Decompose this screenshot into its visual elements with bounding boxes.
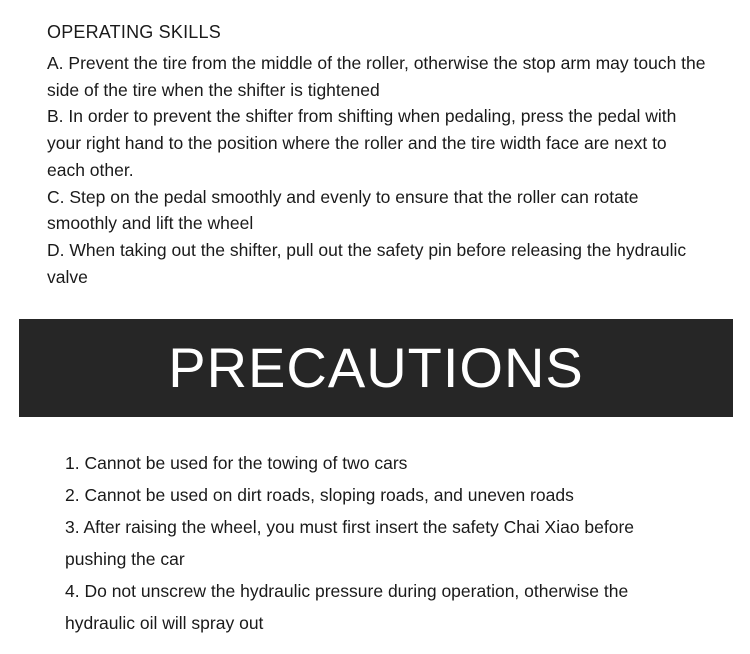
precaution-item-3: 3. After raising the wheel, you must first insert the safety Chai Xiao before pushing the car — [65, 517, 635, 569]
skill-item-c: C. Step on the pedal smoothly and evenly to ensure that the roller can rotate smoothly and lift the wheel — [47, 186, 639, 234]
precautions-banner — [19, 319, 733, 417]
skill-item-a: A. Prevent the tire from the middle of the roller, otherwise the stop arm may touch the side of the tire when the shifter is tightened — [47, 53, 706, 100]
precaution-item-4: 4. Do not unscrew the hydraulic pressure during operation, otherwise the hydraulic oil will spray out — [65, 581, 629, 633]
operating-skills-title: OPERATING SKILLS — [47, 22, 221, 42]
operating-skills-section — [47, 20, 707, 290]
precautions-list — [65, 447, 695, 639]
precautions-banner-title: PRECAUTIONS — [168, 336, 584, 399]
skill-item-b: B. In order to prevent the shifter from shifting when pedaling, press the pedal with your right hand to the position where the roller and the tire width face are next to each other. — [47, 106, 677, 180]
precaution-item-1: 1. Cannot be used for the towing of two cars — [65, 453, 408, 473]
precaution-item-2: 2. Cannot be used on dirt roads, sloping roads, and uneven roads — [65, 485, 574, 505]
skill-item-d: D. When taking out the shifter, pull out the safety pin before releasing the hydraulic valve — [47, 239, 687, 287]
